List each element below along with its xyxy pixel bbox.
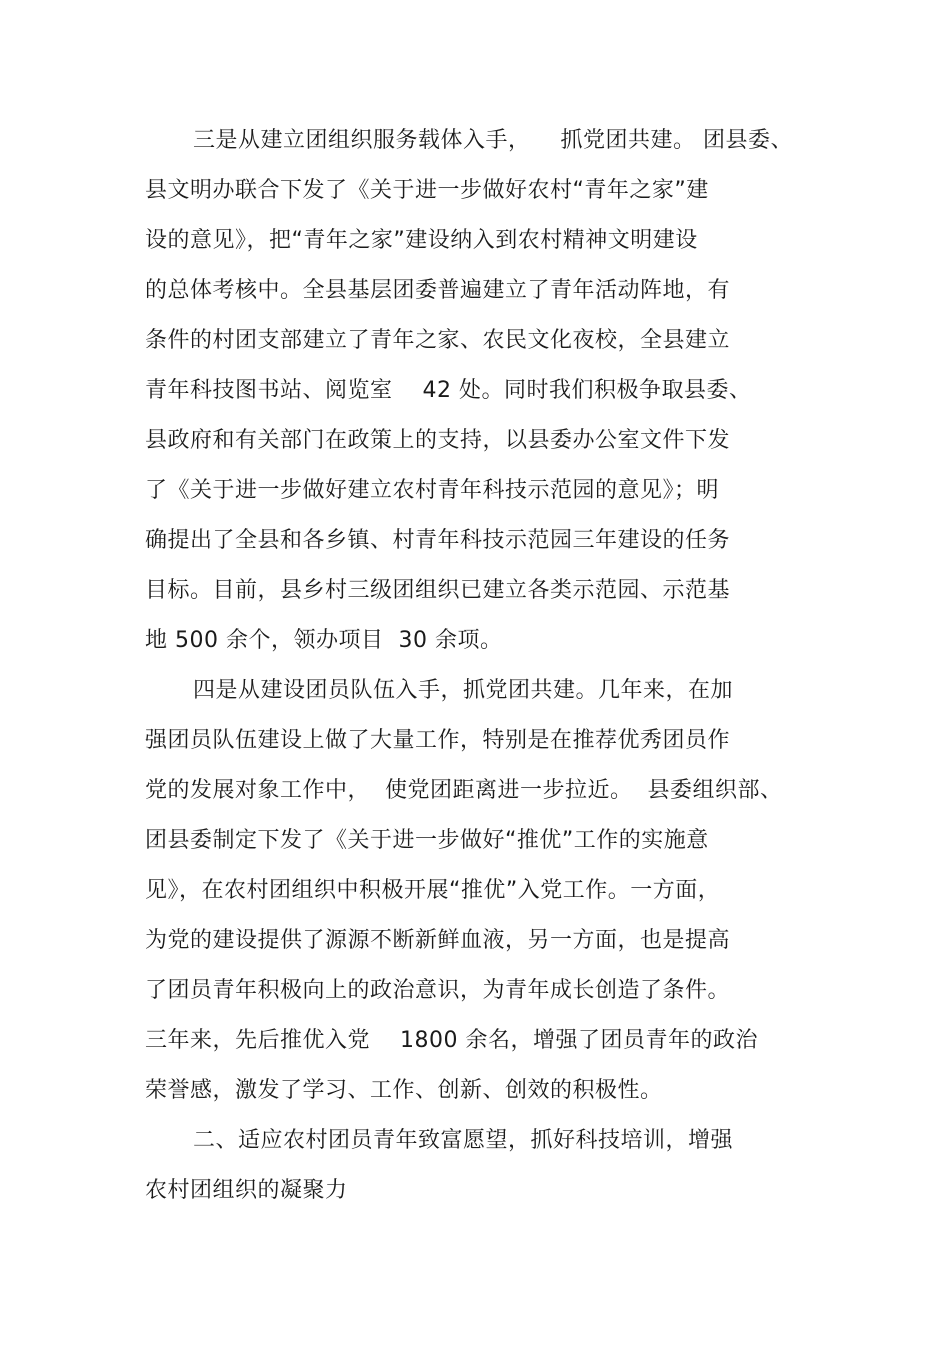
paragraph-line: 的总体考核中。全县基层团委普遍建立了青年活动阵地，有 <box>145 278 731 303</box>
paragraph-line: 设的意见》，把“青年之家”建设纳入到农村精神文明建设 <box>145 228 698 253</box>
paragraph-line: 团县委制定下发了《关于进一步做好“推优”工作的实施意 <box>145 828 709 853</box>
paragraph-line: 党的发展对象工作中， 使党团距离进一步拉近。 县委组织部、 <box>145 778 783 803</box>
paragraph-line: 三年来，先后推优入党 1800 余名，增强了团员青年的政治 <box>145 1028 758 1053</box>
paragraph-line: 确提出了全县和各乡镇、村青年科技示范园三年建设的任务 <box>145 528 731 553</box>
section-heading-line: 二、适应农村团员青年致富愿望，抓好科技培训，增强 <box>193 1128 734 1153</box>
paragraph-line: 目标。目前，县乡村三级团组织已建立各类示范园、示范基 <box>145 578 731 603</box>
paragraph-line: 地 500 余个，领办项目 30 余项。 <box>145 628 503 653</box>
section-heading-line: 农村团组织的凝聚力 <box>145 1178 348 1203</box>
paragraph-line: 为党的建设提供了源源不断新鲜血液，另一方面，也是提高 <box>145 928 731 953</box>
paragraph-line: 了团员青年积极向上的政治意识，为青年成长创造了条件。 <box>145 978 731 1003</box>
paragraph-line: 了《关于进一步做好建立农村青年科技示范园的意见》；明 <box>145 478 720 503</box>
paragraph-line: 县文明办联合下发了《关于进一步做好农村“青年之家”建 <box>145 178 709 203</box>
paragraph-line: 四是从建设团员队伍入手，抓党团共建。几年来，在加 <box>193 678 734 703</box>
paragraph-line: 三是从建立团组织服务载体入手， 抓党团共建。 团县委、 <box>193 128 793 153</box>
paragraph-line: 荣誉感，激发了学习、工作、创新、创效的积极性。 <box>145 1078 663 1103</box>
paragraph-line: 条件的村团支部建立了青年之家、农民文化夜校，全县建立 <box>145 328 731 353</box>
paragraph-line: 青年科技图书站、阅览室 42 处。同时我们积极争取县委、 <box>145 378 752 403</box>
paragraph-line: 见》，在农村团组织中积极开展“推优”入党工作。一方面， <box>145 878 721 903</box>
paragraph-line: 县政府和有关部门在政策上的支持，以县委办公室文件下发 <box>145 428 731 453</box>
paragraph-line: 强团员队伍建设上做了大量工作，特别是在推荐优秀团员作 <box>145 728 731 753</box>
